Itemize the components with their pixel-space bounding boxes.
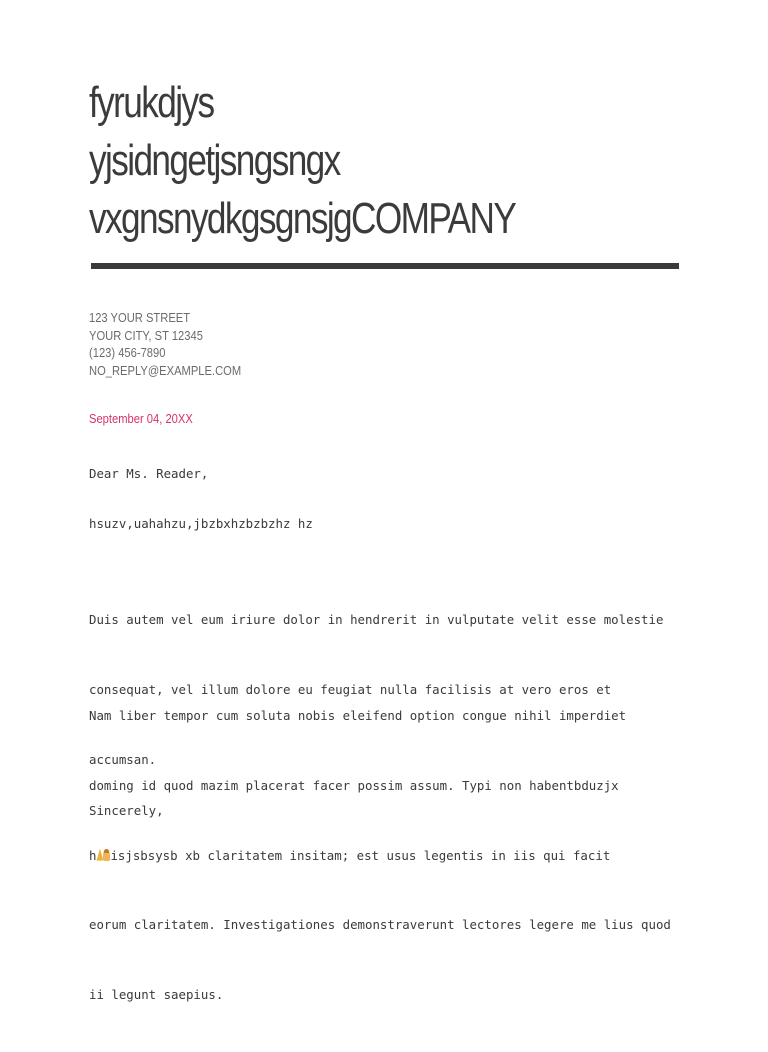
paragraph-2-line: consequat, vel illum dolore eu feugiat nulla facilisis at vero eros et bbox=[89, 682, 612, 697]
closing: Sincerely, bbox=[89, 803, 164, 818]
company-name-line-1: fyrukdjys bbox=[89, 78, 214, 127]
folded-hands-icon bbox=[96, 849, 103, 861]
paragraph-3 bbox=[89, 658, 689, 1052]
sender-address bbox=[89, 309, 241, 379]
paragraph-3-line: ii legunt saepius. bbox=[89, 986, 224, 1002]
address-email: NO_REPLY@EXAMPLE.COM bbox=[89, 362, 242, 378]
paragraph-3-line-suffix: isjsbsysb xb claritatem insitam; est usus legentis in iis qui facit bbox=[110, 847, 611, 863]
company-name-line-3: vxgnsnydkgsgnsjgCOMPANY bbox=[89, 194, 516, 243]
paragraph-1: hsuzv,uahahzu,jbzbxhzbzbzhz hz bbox=[89, 516, 313, 531]
paragraph-3-line: doming id quod mazim placerat facer possim assum. Typi non habentbduzjx bbox=[89, 778, 619, 793]
header-divider bbox=[91, 263, 679, 269]
paragraph-3-line-with-emoji bbox=[89, 844, 689, 867]
address-city: YOUR CITY, ST 12345 bbox=[89, 327, 203, 343]
paragraph-2-line: accumsan. bbox=[89, 751, 157, 767]
salutation: Dear Ms. Reader, bbox=[89, 466, 209, 481]
paragraph-2-line: Duis autem vel eum iriure dolor in hendrerit in vulputate velit esse molestie bbox=[89, 612, 664, 628]
paragraph-3-line: eorum claritatem. Investigationes demonstraverunt lectores legere me lius quod bbox=[89, 917, 671, 933]
address-phone: (123) 456-7890 bbox=[89, 345, 166, 360]
address-street: 123 YOUR STREET bbox=[89, 310, 191, 325]
paragraph-3-line-prefix: h bbox=[89, 847, 97, 863]
letter-date: September 04, 20XX bbox=[89, 411, 193, 426]
company-name bbox=[89, 74, 569, 248]
company-name-line-2: yjsidngetjsngsngx bbox=[89, 136, 340, 185]
paragraph-3-line: Nam liber tempor cum soluta nobis eleifend option congue nihil imperdiet bbox=[89, 708, 627, 724]
